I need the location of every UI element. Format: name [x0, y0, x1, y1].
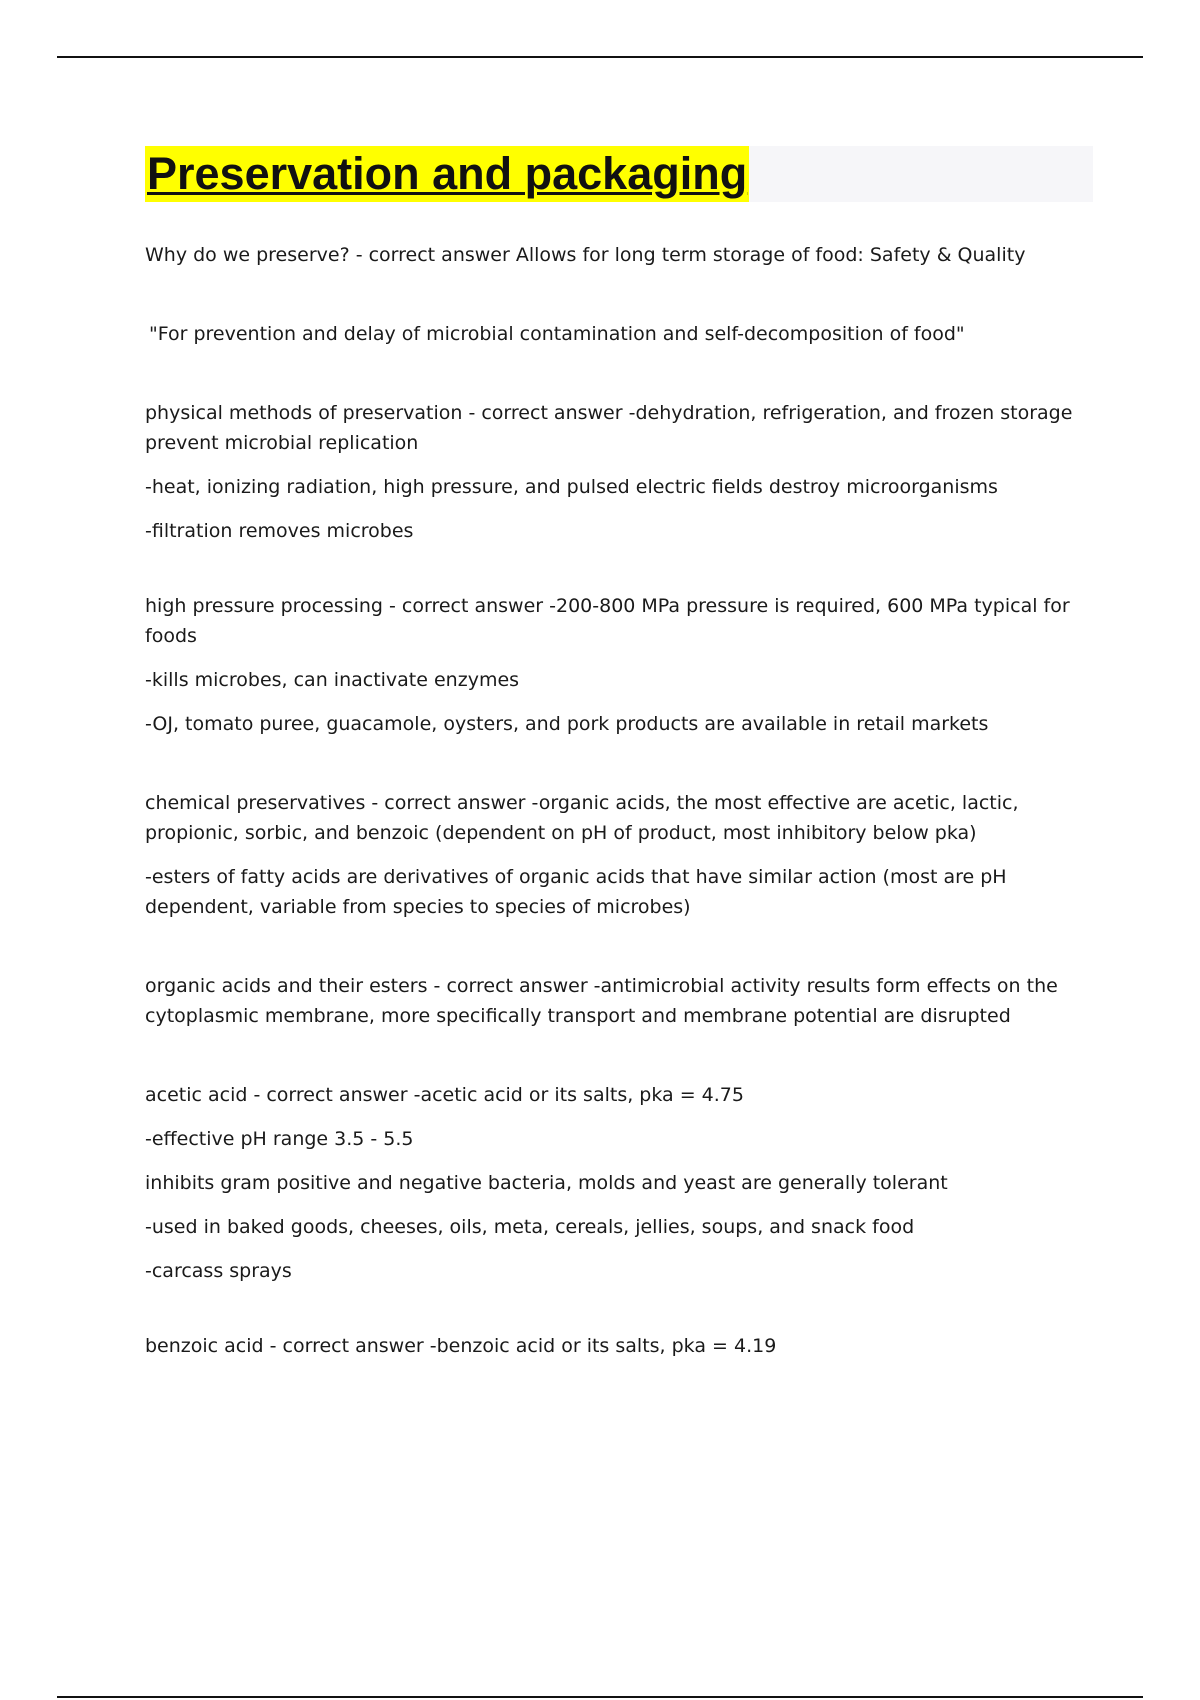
entry-chemical-preservatives — [145, 788, 1105, 922]
entry-high-pressure-processing — [145, 591, 1105, 739]
entry-line: -esters of fatty acids are derivatives of organic acids that have similar action (most are pH dependent, variable from species to species of microbes) — [145, 866, 1007, 918]
entry-benzoic-acid — [145, 1331, 1105, 1361]
bottom-rule — [57, 1696, 1143, 1698]
entry-line: -kills microbes, can inactivate enzymes — [145, 669, 520, 691]
entry-line: -used in baked goods, cheeses, oils, meta, cereals, jellies, soups, and snack food — [145, 1216, 915, 1238]
entry-physical-methods — [145, 398, 1105, 546]
entry-line: -carcass sprays — [145, 1260, 292, 1282]
entry-line: high pressure processing - correct answer -200-800 MPa pressure is required, 600 MPa typical for foods — [145, 595, 1070, 647]
entry-line: Why do we preserve? - correct answer Allows for long term storage of food: Safety & Quality — [145, 244, 1026, 266]
entry-line: inhibits gram positive and negative bacteria, molds and yeast are generally tolerant — [145, 1172, 948, 1194]
entry-line: -effective pH range 3.5 - 5.5 — [145, 1128, 414, 1150]
top-rule — [57, 56, 1143, 58]
entry-quote — [145, 319, 1105, 349]
entry-line: acetic acid - correct answer -acetic acid or its salts, pka = 4.75 — [145, 1084, 744, 1106]
entry-line: chemical preservatives - correct answer -organic acids, the most effective are acetic, lactic, propionic, sorbic, and benzoic (dependent on pH of product, most inhibitory below pka) — [145, 792, 1019, 844]
document-title: Preservation and packaging — [145, 146, 749, 202]
entry-line: "For prevention and delay of microbial contamination and self-decomposition of food" — [149, 323, 965, 345]
entry-organic-acids — [145, 971, 1105, 1031]
entry-line: -filtration removes microbes — [145, 520, 414, 542]
entry-line: organic acids and their esters - correct answer -antimicrobial activity results form effects on the cytoplasmic membrane, more specifically transport and membrane potential are disrupted — [145, 975, 1058, 1027]
entry-acetic-acid — [145, 1080, 1105, 1286]
entry-why-preserve — [145, 240, 1105, 270]
document-body — [145, 240, 1105, 1410]
entry-line: benzoic acid - correct answer -benzoic acid or its salts, pka = 4.19 — [145, 1335, 777, 1357]
entry-line: -heat, ionizing radiation, high pressure, and pulsed electric fields destroy microorganisms — [145, 476, 998, 498]
entry-line: physical methods of preservation - correct answer -dehydration, refrigeration, and frozen storage prevent microbial replication — [145, 402, 1073, 454]
entry-line: -OJ, tomato puree, guacamole, oysters, and pork products are available in retail markets — [145, 713, 989, 735]
